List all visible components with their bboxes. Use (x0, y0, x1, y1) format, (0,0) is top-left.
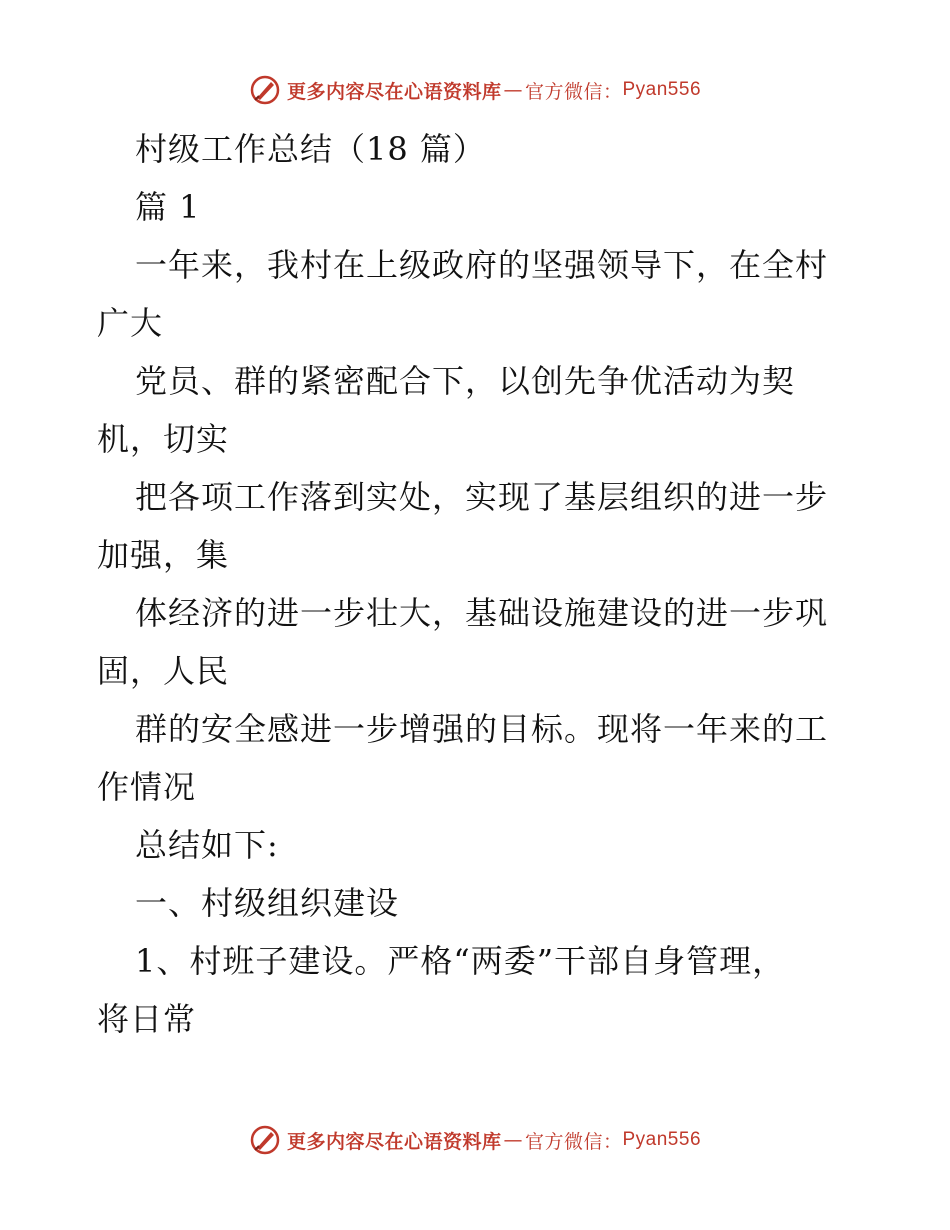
document-body (97, 120, 862, 1048)
doc-line: 党员、群的紧密配合下，以创先争优活动为契 (135, 362, 796, 400)
watermark-dash: — (503, 79, 523, 101)
watermark-main-text: 更多内容尽在心语资料库 (286, 1130, 502, 1153)
doc-line: 篇 1 (135, 188, 201, 226)
doc-line: 一、村级组织建设 (135, 884, 400, 922)
doc-line: 群的安全感进一步增强的目标。现将一年来的工 (135, 710, 829, 748)
doc-line: 体经济的进一步壮大，基础设施建设的进一步巩 (135, 594, 829, 632)
watermark-dash: — (503, 1129, 523, 1151)
quill-logo-icon (249, 1124, 281, 1156)
watermark-wechat-label: 官方微信： (524, 1130, 623, 1153)
watermark-wechat-id: Pyan556 (622, 1129, 702, 1150)
doc-line: 把各项工作落到实处，实现了基层组织的进一步 (135, 478, 829, 516)
doc-line: 固，人民 (97, 652, 230, 690)
doc-line: 1、村班子建设。严格“两委”干部自身管理， (135, 942, 786, 980)
doc-line: 一年来，我村在上级政府的坚强领导下，在全村 (135, 246, 829, 284)
header-watermark (0, 72, 950, 108)
doc-line: 加强，集 (97, 536, 230, 574)
doc-line: 总结如下: (135, 826, 279, 864)
quill-logo-icon (249, 74, 281, 106)
doc-line: 机，切实 (97, 420, 230, 458)
watermark-wechat-id: Pyan556 (622, 79, 702, 100)
watermark-main-text: 更多内容尽在心语资料库 (286, 80, 502, 103)
doc-line: 广大 (97, 304, 164, 342)
watermark-wechat-label: 官方微信： (524, 80, 623, 103)
doc-line: 将日常 (97, 1000, 197, 1038)
footer-watermark (0, 1122, 950, 1158)
doc-line: 作情况 (97, 768, 197, 806)
doc-line: 村级工作总结（18 篇） (135, 130, 486, 168)
